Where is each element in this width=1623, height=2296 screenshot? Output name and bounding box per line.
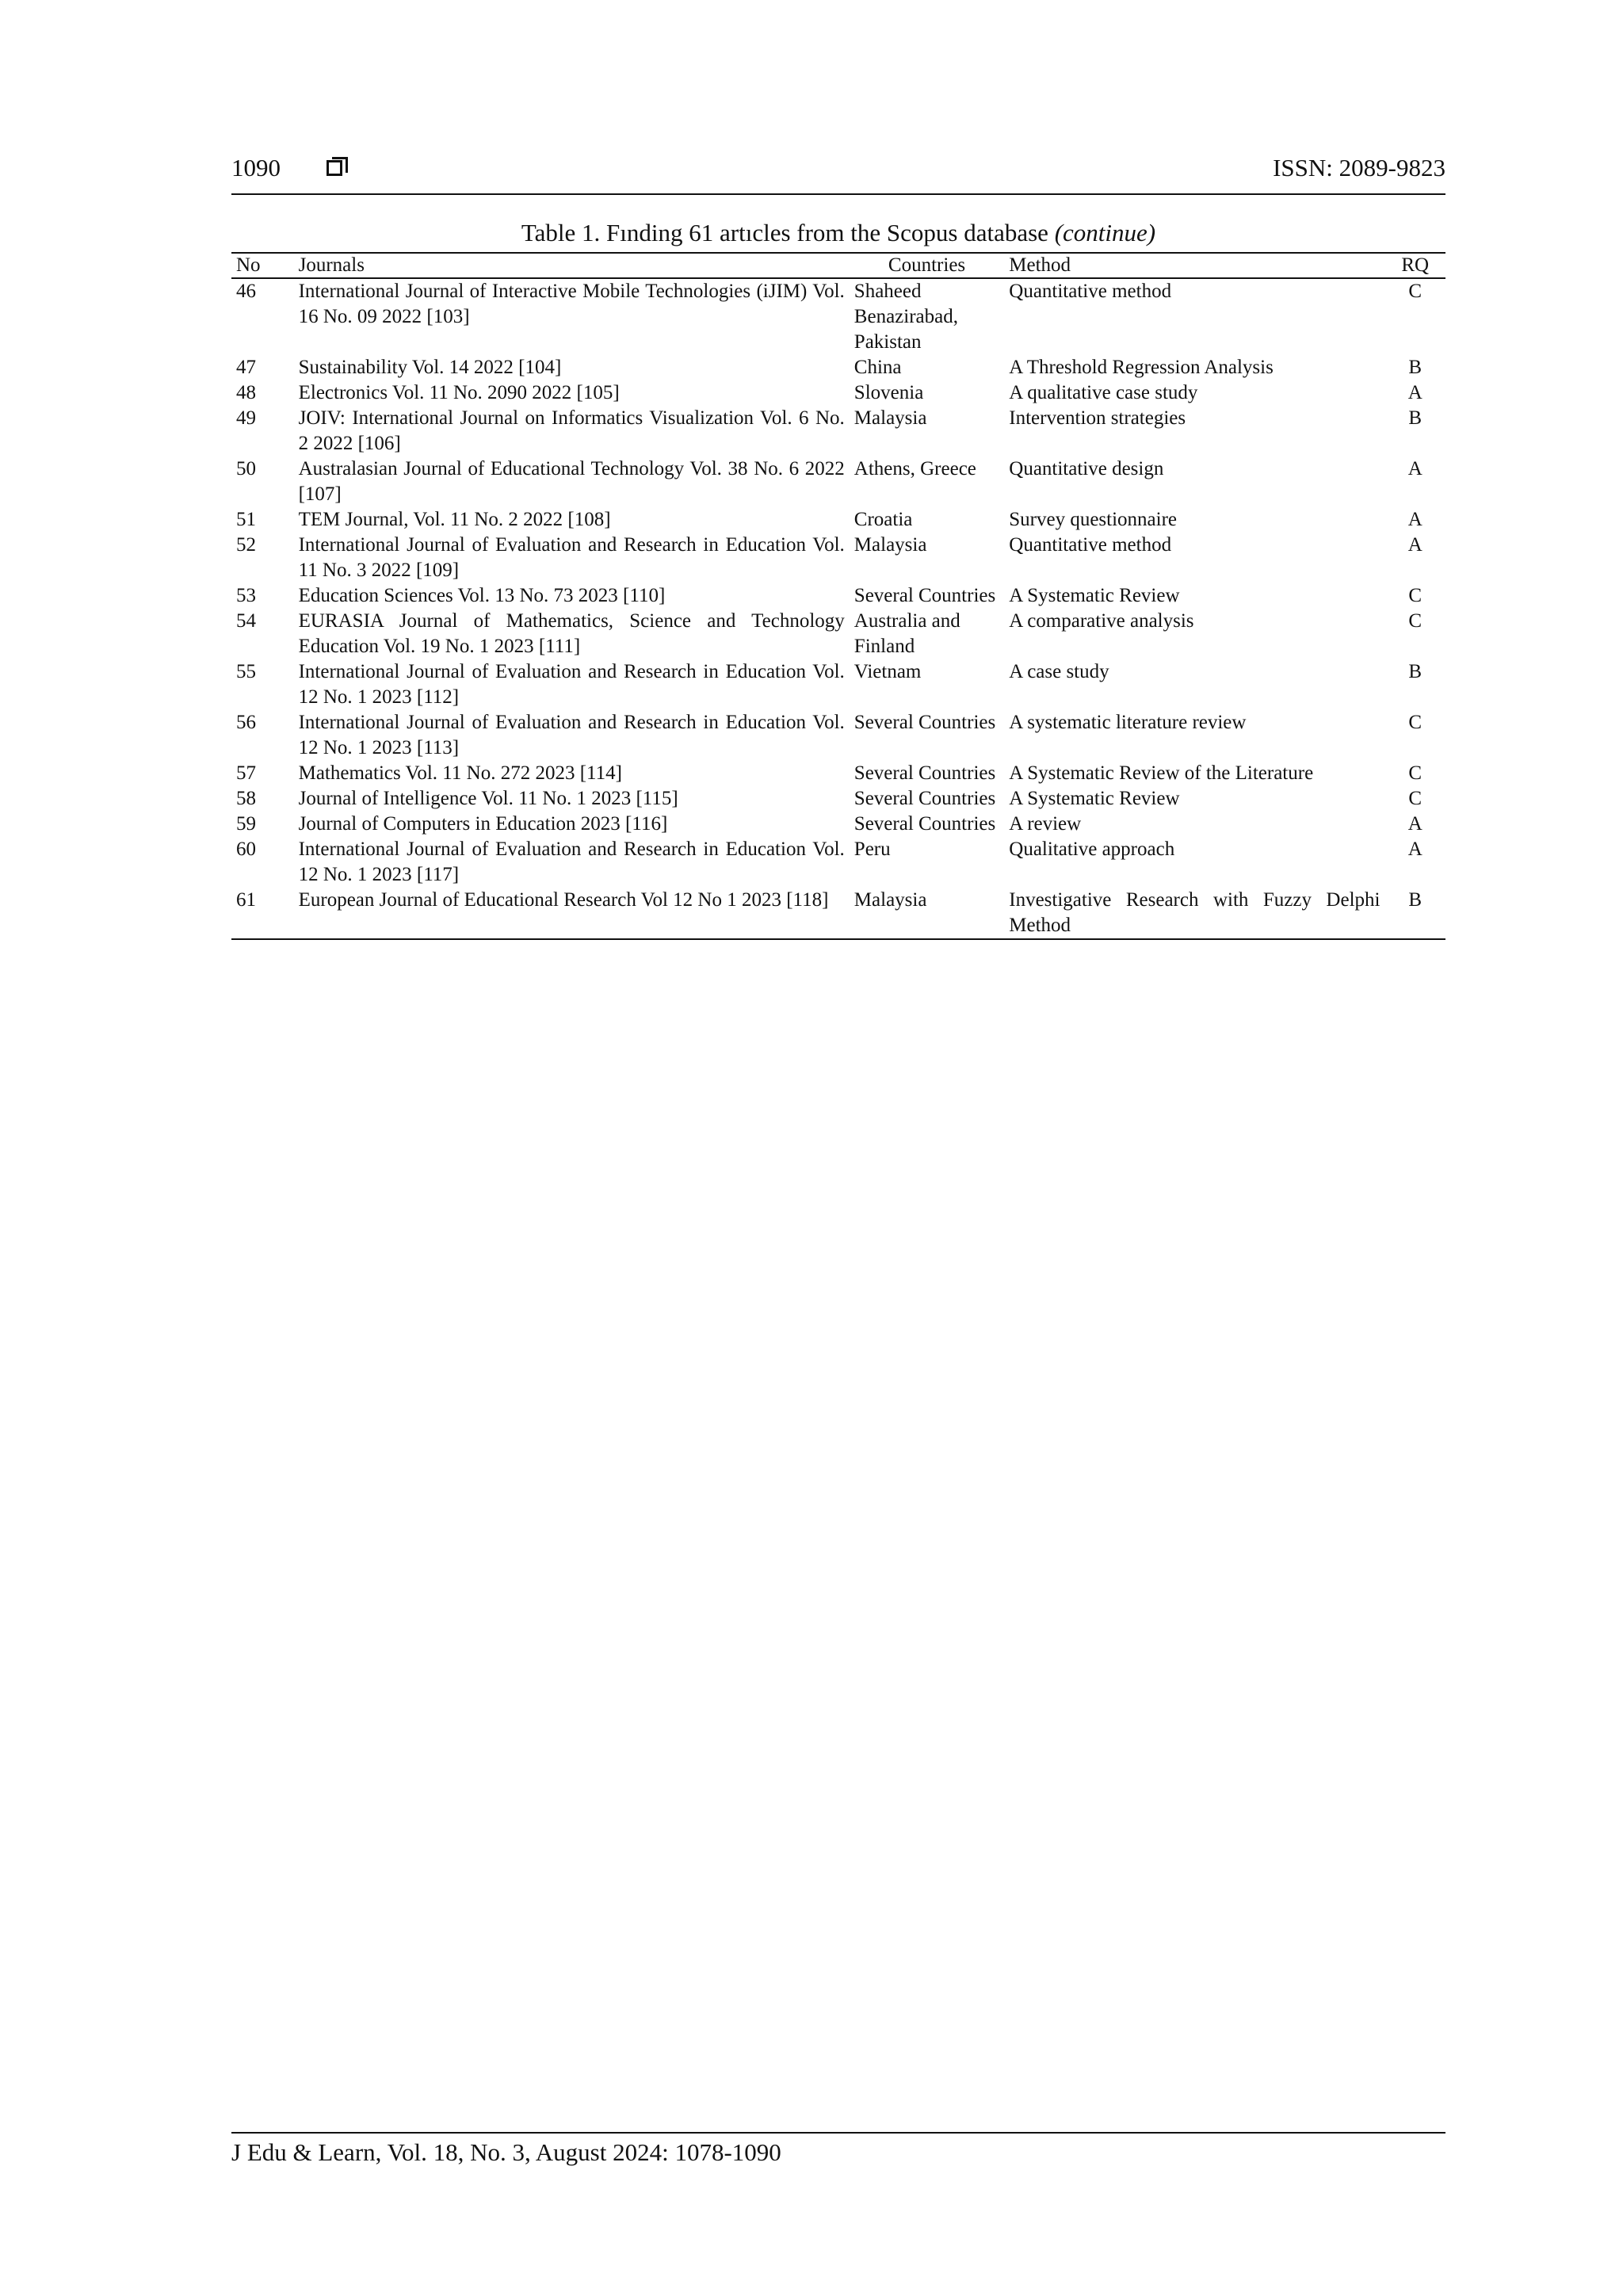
cell-method: A Systematic Review of the Literature bbox=[1009, 762, 1314, 784]
cell-no: 49 bbox=[236, 407, 256, 429]
table-row bbox=[231, 761, 1445, 786]
cell-country: Vietnam bbox=[854, 661, 922, 682]
table-row bbox=[231, 406, 1445, 457]
cell-rq: C bbox=[1408, 281, 1423, 302]
cell-no: 59 bbox=[236, 813, 256, 835]
cell-rq: C bbox=[1408, 762, 1423, 784]
table-caption bbox=[231, 219, 1445, 247]
cell-rq: A bbox=[1407, 382, 1423, 403]
table-row bbox=[231, 609, 1445, 659]
cell-method: A Systematic Review bbox=[1009, 585, 1180, 606]
cell-method: A case study bbox=[1009, 661, 1109, 682]
square-box-icon bbox=[327, 160, 342, 176]
table-row bbox=[231, 507, 1445, 533]
table-body bbox=[231, 278, 1445, 939]
table-row bbox=[231, 278, 1445, 355]
cell-country: Athens, Greece bbox=[854, 458, 976, 479]
cell-country: Malaysia bbox=[850, 888, 1004, 939]
cell-journal: JOIV: International Journal on Informatics Visualization Vol. 6 No. 2 2022 [106] bbox=[298, 407, 845, 454]
cell-journal: International Journal of Evaluation and Research in Education Vol. 12 No. 1 2023 [113] bbox=[298, 712, 845, 758]
table-row bbox=[231, 710, 1445, 761]
cell-journal: Mathematics Vol. 11 No. 272 2023 [114] bbox=[298, 762, 622, 784]
cell-method: A qualitative case study bbox=[1009, 382, 1198, 403]
column-header-method: Method bbox=[1004, 253, 1384, 278]
cell-no: 48 bbox=[236, 382, 256, 403]
cell-method: Qualitative approach bbox=[1009, 839, 1175, 860]
cell-rq: B bbox=[1408, 661, 1423, 682]
cell-method: Investigative Research with Fuzzy Delphi Method bbox=[1004, 888, 1384, 939]
cell-country: Australia and Finland bbox=[854, 610, 960, 657]
cell-no: 46 bbox=[236, 281, 256, 302]
cell-country: Several Countries bbox=[854, 788, 996, 809]
cell-journal: Electronics Vol. 11 No. 2090 2022 [105] bbox=[298, 382, 620, 403]
cell-journal: Education Sciences Vol. 13 No. 73 2023 [110] bbox=[298, 585, 666, 606]
table-row bbox=[231, 786, 1445, 812]
cell-journal: Sustainability Vol. 14 2022 [104] bbox=[298, 357, 562, 378]
cell-journal: International Journal of Evaluation and Research in Education Vol. 12 No. 1 2023 [112] bbox=[298, 661, 845, 708]
header-divider bbox=[231, 193, 1445, 195]
cell-journal: Journal of Intelligence Vol. 11 No. 1 2023 [115] bbox=[298, 788, 678, 809]
cell-rq: A bbox=[1407, 458, 1423, 479]
cell-method: A comparative analysis bbox=[1009, 610, 1194, 632]
cell-country: Several Countries bbox=[854, 813, 996, 835]
cell-rq: C bbox=[1408, 712, 1423, 733]
cell-rq: C bbox=[1408, 788, 1423, 809]
cell-method: A systematic literature review bbox=[1009, 712, 1247, 733]
cell-no: 57 bbox=[236, 762, 256, 784]
column-header-no: No bbox=[231, 253, 294, 278]
cell-rq: B bbox=[1384, 888, 1445, 939]
cell-rq: A bbox=[1407, 839, 1423, 860]
cell-no: 61 bbox=[231, 888, 294, 939]
table-row bbox=[231, 533, 1445, 583]
column-header-countries: Countries bbox=[850, 253, 1004, 278]
cell-country: Slovenia bbox=[854, 382, 924, 403]
cell-method: A Systematic Review bbox=[1009, 788, 1180, 809]
cell-no: 50 bbox=[236, 458, 256, 479]
cell-country: Peru bbox=[854, 839, 891, 860]
table-row bbox=[231, 355, 1445, 380]
cell-country: Malaysia bbox=[854, 534, 927, 556]
cell-method: Quantitative method bbox=[1009, 281, 1172, 302]
table-row bbox=[231, 888, 1445, 939]
cell-country: Several Countries bbox=[854, 762, 996, 784]
cell-no: 47 bbox=[236, 357, 256, 378]
column-header-journals: Journals bbox=[294, 253, 850, 278]
caption-continued: (continue) bbox=[1054, 219, 1156, 246]
cell-rq: A bbox=[1407, 813, 1423, 835]
cell-journal: International Journal of Evaluation and Research in Education Vol. 12 No. 1 2023 [117] bbox=[298, 839, 845, 885]
table-row bbox=[231, 457, 1445, 507]
page-header bbox=[231, 154, 1445, 193]
cell-rq: A bbox=[1407, 509, 1423, 530]
articles-table bbox=[231, 252, 1445, 940]
cell-journal: International Journal of Interactive Mobile Technologies (iJIM) Vol. 16 No. 09 2022 [103] bbox=[298, 281, 845, 327]
column-header-rq: RQ bbox=[1384, 253, 1445, 278]
page-footer: J Edu & Learn, Vol. 18, No. 3, August 2024: 1078-1090 bbox=[231, 2138, 781, 2166]
cell-journal: Journal of Computers in Education 2023 [116] bbox=[298, 813, 668, 835]
cell-rq: B bbox=[1408, 407, 1423, 429]
cell-method: A Threshold Regression Analysis bbox=[1009, 357, 1274, 378]
cell-country: Croatia bbox=[854, 509, 913, 530]
cell-no: 52 bbox=[236, 534, 256, 556]
table-row bbox=[231, 380, 1445, 406]
cell-rq: B bbox=[1408, 357, 1423, 378]
table-row bbox=[231, 659, 1445, 710]
cell-journal: EURASIA Journal of Mathematics, Science and Technology Education Vol. 19 No. 1 2023 [111] bbox=[298, 610, 845, 657]
cell-journal: International Journal of Evaluation and Research in Education Vol. 11 No. 3 2022 [109] bbox=[298, 534, 845, 581]
header-row bbox=[231, 253, 1445, 278]
cell-country: Malaysia bbox=[854, 407, 927, 429]
issn-label: ISSN: 2089-9823 bbox=[1273, 154, 1445, 181]
cell-journal: Australasian Journal of Educational Technology Vol. 38 No. 6 2022 [107] bbox=[298, 458, 845, 505]
footer-divider bbox=[231, 2132, 1445, 2134]
cell-method: Survey questionnaire bbox=[1009, 509, 1178, 530]
cell-rq: C bbox=[1408, 610, 1423, 632]
cell-no: 53 bbox=[236, 585, 256, 606]
table-row bbox=[231, 812, 1445, 837]
cell-method: Quantitative method bbox=[1009, 534, 1172, 556]
cell-method: A review bbox=[1009, 813, 1082, 835]
cell-rq: A bbox=[1407, 534, 1423, 556]
page-number: 1090 bbox=[231, 154, 281, 181]
cell-no: 54 bbox=[236, 610, 256, 632]
cell-method: Quantitative design bbox=[1009, 458, 1164, 479]
cell-journal: European Journal of Educational Research Vol 12 No 1 2023 [118] bbox=[294, 888, 850, 939]
cell-no: 58 bbox=[236, 788, 256, 809]
cell-no: 60 bbox=[236, 839, 256, 860]
cell-no: 51 bbox=[236, 509, 256, 530]
cell-no: 56 bbox=[236, 712, 256, 733]
table-row bbox=[231, 837, 1445, 888]
table-row bbox=[231, 583, 1445, 609]
cell-country: Shaheed Benazirabad, Pakistan bbox=[854, 281, 958, 353]
table-header bbox=[231, 253, 1445, 278]
cell-no: 55 bbox=[236, 661, 256, 682]
cell-method: Intervention strategies bbox=[1009, 407, 1186, 429]
cell-country: Several Countries bbox=[854, 712, 996, 733]
cell-rq: C bbox=[1408, 585, 1423, 606]
cell-country: Several Countries bbox=[854, 585, 996, 606]
caption-text: Table 1. Fınding 61 artıcles from the Scopus database bbox=[521, 219, 1048, 246]
cell-country: China bbox=[854, 357, 902, 378]
cell-journal: TEM Journal, Vol. 11 No. 2 2022 [108] bbox=[298, 509, 611, 530]
